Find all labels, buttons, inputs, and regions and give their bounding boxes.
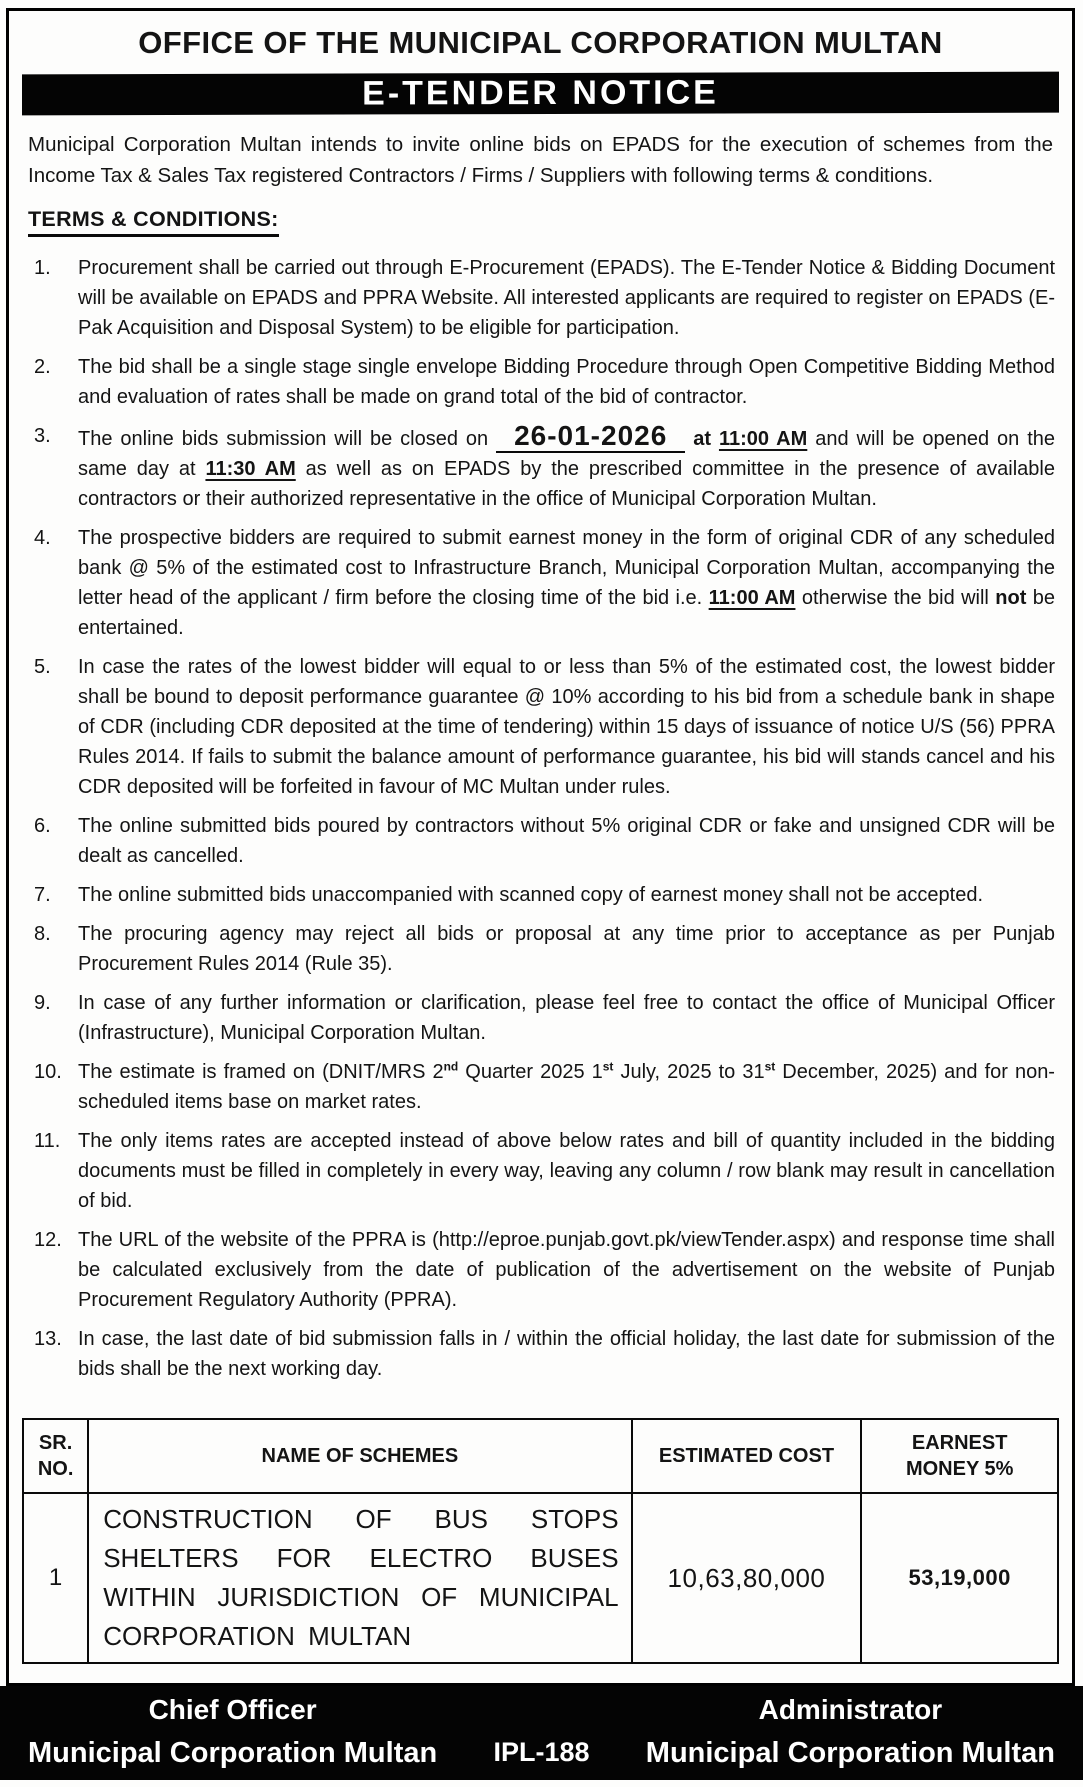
header-earnest-line1: EARNEST — [911, 1432, 1008, 1454]
term-segment: The prospective bidders are required to submit earnest money in the form of original CDR of any scheduled bank @ 5% of the estimated cost to Infrastructure Branch, Municipal Corporation Multan, accompanying the letter head of the applicant / firm before the closing time of the bid i.e. — [78, 527, 1055, 609]
term-segment: Quarter 2025 1 — [458, 1061, 603, 1083]
term-text — [78, 352, 1055, 412]
term-item — [26, 811, 1055, 871]
notice-title-bar — [22, 72, 1059, 116]
term-item — [26, 1057, 1055, 1117]
term-item — [26, 352, 1055, 412]
term-item — [26, 988, 1055, 1048]
header-sr-no — [23, 1419, 88, 1493]
term-number: 9. — [34, 992, 51, 1014]
term-item — [26, 1324, 1055, 1384]
term-item — [26, 1126, 1055, 1216]
term-segment: be entertained. — [78, 587, 1056, 639]
term-segment: not — [995, 587, 1027, 609]
term-text — [78, 811, 1055, 871]
term-number: 10. — [34, 1061, 62, 1083]
term-segment: The online submitted bids poured by contractors without 5% original CDR or fake and unsigned CDR will be dealt as cancelled. — [78, 815, 1055, 867]
header-earnest-money — [861, 1419, 1058, 1493]
table-header-row — [23, 1419, 1058, 1493]
footer-right-org: Municipal Corporation Multan — [645, 1737, 1055, 1769]
term-segment: In case, the last date of bid submission falls in / within the official holiday, the last date for submission of the bids shall be the next working day. — [78, 1328, 1055, 1380]
term-segment: at — [693, 428, 719, 450]
cell-sr-no: 1 — [23, 1493, 88, 1663]
term-text — [78, 652, 1055, 802]
office-title: OFFICE OF THE MUNICIPAL CORPORATION MULTAN — [138, 25, 943, 60]
term-segment: December, 2025) and for non-scheduled items base on market rates. — [78, 1061, 1055, 1113]
header-sr-line1: SR. — [38, 1432, 73, 1454]
header-name-of-schemes: NAME OF SCHEMES — [88, 1419, 631, 1493]
cell-scheme-name: CONSTRUCTION OF BUS STOPS SHELTERS FOR ELECTRO BUSES WITHIN JURISDICTION OF MUNICIPAL CORPORATION MULTAN — [88, 1493, 631, 1663]
footer-right-role: Administrator — [758, 1694, 943, 1725]
term-segment: 11:00 AM — [718, 428, 808, 450]
term-number: 12. — [34, 1229, 62, 1251]
term-segment: In case the rates of the lowest bidder will equal to or less than 5% of the estimated cost, the lowest bidder shall be bound to deposit performance guarantee @ 10% according to his bid from a schedule bank in shape of CDR (including CDR deposited at the time of tendering) within 15 days of issuance of notice U/S (56) PPRA Rules 2014. If fails to submit the balance amount of performance guarantee, his bid will stands cancel and his CDR deposited will be forfeited in favour of MC Multan under rules. — [78, 656, 1055, 798]
term-segment: as well as on EPADS by the prescribed committee in the presence of available contractors or their authorized representative in the office of Municipal Corporation Multan. — [78, 458, 1055, 510]
term-segment: 26-01-2026 — [496, 420, 685, 453]
term-number: 3. — [34, 425, 51, 447]
document-page — [6, 8, 1075, 1686]
term-item — [26, 253, 1055, 343]
term-segment: Procurement shall be carried out through E-Procurement (EPADS). The E-Tender Notice & Bidding Document will be available on EPADS and PPRA Website. All interested applicants are required to register on EPADS (E-Pak Acquisition and Disposal System) to be eligible for participation. — [78, 257, 1055, 339]
term-text — [78, 1225, 1055, 1315]
term-text — [78, 1324, 1055, 1384]
term-segment: otherwise the bid will — [795, 587, 996, 609]
term-item — [26, 421, 1055, 514]
header-earnest-line2: MONEY 5% — [905, 1458, 1014, 1480]
cell-estimated-cost: 10,63,80,000 — [632, 1493, 862, 1663]
footer-left-role: Chief Officer — [148, 1694, 317, 1725]
term-segment: 11:00 AM — [708, 587, 796, 609]
terms-list — [26, 253, 1055, 1384]
term-text — [78, 523, 1055, 643]
term-segment: 11:30 AM — [205, 458, 296, 480]
term-item — [26, 880, 1055, 910]
term-text — [78, 1126, 1055, 1216]
term-segment: and will be opened on the same day at — [78, 428, 1056, 480]
footer-bar — [0, 1686, 1083, 1780]
cell-earnest-money: 53,19,000 — [861, 1493, 1058, 1663]
term-segment: July, 2025 to 31 — [613, 1061, 765, 1083]
intro-paragraph: Municipal Corporation Multan intends to invite online bids on EPADS for the execution of schemes from the Income Tax & Sales Tax registered Contractors / Firms / Suppliers with following terms & conditions. — [28, 133, 1053, 187]
term-segment: st — [764, 1059, 776, 1074]
term-text — [78, 988, 1055, 1048]
term-item — [26, 1225, 1055, 1315]
footer-left-org: Municipal Corporation Multan — [28, 1737, 438, 1769]
term-segment: In case of any further information or clarification, please feel free to contact the office of Municipal Officer (Infrastructure), Municipal Corporation Multan. — [78, 992, 1055, 1044]
header-sr-line2: NO. — [37, 1458, 74, 1480]
notice-title: E-TENDER NOTICE — [362, 73, 719, 113]
term-number: 5. — [34, 656, 51, 678]
term-segment: The estimate is framed on (DNIT/MRS 2 — [78, 1061, 444, 1083]
term-segment: The online submitted bids unaccompanied with scanned copy of earnest money shall not be accepted. — [78, 884, 983, 906]
term-segment: The only items rates are accepted instead of above below rates and bill of quantity included in the bidding documents must be filled in completely in every way, leaving any column / row blank may result in cancellation of bid. — [78, 1130, 1055, 1212]
term-segment: nd — [443, 1059, 459, 1074]
term-number: 13. — [34, 1328, 62, 1350]
term-segment: The URL of the website of the PPRA is (http://eproe.punjab.govt.pk/viewTender.aspx) and response time shall be calculated exclusively from the date of publication of the advertisement on the website of Punjab Procurement Regulatory Authority (PPRA). — [78, 1229, 1055, 1311]
term-segment: The online bids submission will be closed on — [78, 428, 497, 450]
term-item — [26, 652, 1055, 802]
table-row — [23, 1493, 1058, 1663]
term-item — [26, 919, 1055, 979]
term-segment: st — [602, 1059, 614, 1074]
header-estimated-cost: ESTIMATED COST — [632, 1419, 862, 1493]
footer-ipl-code: IPL-188 — [493, 1737, 590, 1767]
term-number: 6. — [34, 815, 51, 837]
term-segment: The bid shall be a single stage single envelope Bidding Procedure through Open Competitive Bidding Method and evaluation of rates shall be made on grand total of the bid of contractor. — [78, 356, 1055, 408]
term-segment: The procuring agency may reject all bids or proposal at any time prior to acceptance as per Punjab Procurement Rules 2014 (Rule 35). — [78, 923, 1055, 975]
schemes-table — [22, 1418, 1059, 1664]
footer-signatory-right — [646, 1694, 1055, 1770]
term-item — [26, 523, 1055, 643]
term-text — [78, 421, 1055, 514]
term-text — [78, 880, 1055, 910]
term-text — [78, 919, 1055, 979]
term-number: 7. — [34, 884, 51, 906]
term-text — [78, 253, 1055, 343]
term-number: 4. — [34, 527, 51, 549]
term-text — [78, 1057, 1055, 1117]
footer-signatory-left — [28, 1694, 437, 1770]
terms-heading: TERMS & CONDITIONS: — [28, 207, 279, 237]
term-number: 2. — [34, 356, 51, 378]
term-number: 1. — [34, 257, 51, 279]
term-number: 8. — [34, 923, 51, 945]
term-number: 11. — [34, 1130, 61, 1152]
